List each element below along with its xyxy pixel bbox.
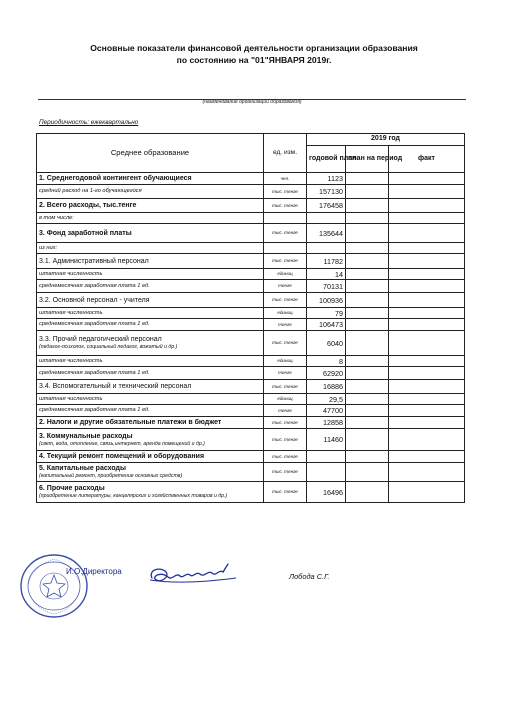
row-fact-value (389, 224, 465, 243)
row-annual-plan-value: 106473 (307, 319, 346, 331)
organization-caption: (наименование организации образования) (202, 99, 302, 105)
row-label (37, 405, 264, 417)
round-seal-stamp (19, 553, 89, 619)
row-period-plan-value (346, 254, 389, 269)
row-unit: тыс. тенге (264, 429, 307, 451)
row-label (37, 243, 264, 254)
row-annual-plan-value (307, 213, 346, 224)
row-annual-plan-value: 8 (307, 356, 346, 367)
row-period-plan-value (346, 199, 389, 213)
row-annual-plan-value: 1123 (307, 173, 346, 185)
row-period-plan-value (346, 269, 389, 280)
row-label-text: среднемесячная заработная плата 1 ед. (39, 369, 150, 376)
row-unit: чел. (264, 173, 307, 185)
row-label-note: (свет, вода, отопление, связь,интернет, аренда помещений и др.) (39, 440, 205, 447)
row-label (37, 331, 264, 356)
signer-name: Лобода С.Г. (289, 572, 330, 581)
handwritten-signature (146, 560, 256, 590)
header-plan-period: план на период (346, 146, 389, 173)
row-label (37, 463, 264, 482)
row-label-text: среднемесячная заработная плата 1 ед. (39, 407, 150, 413)
row-unit: тенге (264, 405, 307, 417)
row-period-plan-value (346, 417, 389, 429)
row-label-text: из них: (39, 244, 58, 251)
title-line-1: Основные показатели финансовой деятельности организации образования (90, 43, 418, 53)
row-label (37, 451, 264, 463)
row-annual-plan-value (307, 451, 346, 463)
row-annual-plan-value: 6040 (307, 331, 346, 356)
row-period-plan-value (346, 293, 389, 308)
row-period-plan-value (346, 394, 389, 405)
table-row (37, 380, 465, 394)
table-row (37, 331, 465, 356)
row-unit (264, 243, 307, 254)
row-label-note: (приобретение литературы, канцелярских и хозяйственных товаров и др.) (39, 493, 228, 499)
table-row (37, 269, 465, 280)
row-period-plan-value (346, 224, 389, 243)
header-unit: ед. изм. (264, 134, 307, 173)
row-annual-plan-value: 16886 (307, 380, 346, 394)
table-row (37, 213, 465, 224)
row-fact-value (389, 356, 465, 367)
row-annual-plan-value: 47700 (307, 405, 346, 417)
table-row (37, 185, 465, 199)
row-fact-value (389, 367, 465, 380)
row-unit: единиц (264, 394, 307, 405)
table-row (37, 451, 465, 463)
table-row (37, 429, 465, 451)
table-row (37, 280, 465, 293)
row-unit: единиц (264, 308, 307, 319)
document-title (0, 42, 508, 66)
row-label-text: 5. Капитальные расходы (39, 465, 126, 472)
row-unit: тыс. тенге (264, 331, 307, 356)
periodicity-label: Периодичность: ежеквартально (39, 119, 139, 126)
row-unit: тыс. тенге (264, 482, 307, 503)
table-row (37, 293, 465, 308)
row-annual-plan-value: 100936 (307, 293, 346, 308)
row-unit: тыс. тенге (264, 185, 307, 199)
row-fact-value (389, 331, 465, 356)
row-annual-plan-value: 176458 (307, 199, 346, 213)
row-label (37, 429, 264, 451)
table-row (37, 405, 465, 417)
row-unit: тенге (264, 280, 307, 293)
table-row (37, 308, 465, 319)
row-period-plan-value (346, 308, 389, 319)
row-period-plan-value (346, 280, 389, 293)
row-label (37, 224, 264, 243)
row-label (37, 280, 264, 293)
row-period-plan-value (346, 451, 389, 463)
row-fact-value (389, 280, 465, 293)
row-fact-value (389, 380, 465, 394)
header-year: 2019 год (307, 134, 465, 146)
row-fact-value (389, 213, 465, 224)
row-label-text: среднемесячная заработная плата 1 ед. (39, 282, 150, 289)
header-fact: факт (389, 146, 465, 173)
row-unit: тыс. тенге (264, 224, 307, 243)
table-row (37, 254, 465, 269)
row-period-plan-value (346, 331, 389, 356)
row-unit: тыс. тенге (264, 417, 307, 429)
signer-role: И.О.Директора (66, 567, 122, 576)
row-label-note: (капитальный ремонт, приобретение основных средств) (39, 473, 183, 479)
table-row (37, 199, 465, 213)
row-label-text: 1. Среднегодовой контингент обучающиеся (39, 175, 192, 182)
row-fact-value (389, 243, 465, 254)
row-label-text: 3.2. Основной персонал - учителя (39, 296, 150, 304)
row-unit: тыс. тенге (264, 293, 307, 308)
row-label (37, 394, 264, 405)
table-row (37, 356, 465, 367)
row-unit: тыс. тенге (264, 451, 307, 463)
row-unit: тыс. тенге (264, 199, 307, 213)
row-period-plan-value (346, 319, 389, 331)
table-row (37, 463, 465, 482)
row-label-text: 2. Всего расходы, тыс.тенге (39, 202, 137, 209)
row-fact-value (389, 394, 465, 405)
row-period-plan-value (346, 405, 389, 417)
row-label (37, 482, 264, 503)
row-annual-plan-value: 11460 (307, 429, 346, 451)
row-label-text: 2. Налоги и другие обязательные платежи в бюджет (39, 419, 222, 426)
row-label-text: среднемесячная заработная плата 1 ед. (39, 321, 150, 327)
row-label-text: 3. Фонд заработной платы (39, 229, 132, 237)
row-label-text: 6. Прочие расходы (39, 485, 105, 492)
row-label-text: 4. Текущий ремонт помещений и оборудования (39, 453, 205, 460)
row-unit: единиц (264, 356, 307, 367)
row-period-plan-value (346, 213, 389, 224)
row-label (37, 213, 264, 224)
row-annual-plan-value: 79 (307, 308, 346, 319)
table-row (37, 319, 465, 331)
header-plan-year: годовой план (307, 146, 346, 173)
table-row (37, 173, 465, 185)
row-label (37, 356, 264, 367)
row-fact-value (389, 319, 465, 331)
row-label-text: средний расход на 1-го обучающегося (39, 188, 142, 194)
row-unit: тыс. тенге (264, 254, 307, 269)
row-fact-value (389, 254, 465, 269)
table-header-row (37, 134, 465, 146)
row-label (37, 380, 264, 394)
row-fact-value (389, 451, 465, 463)
row-label-text: 3.3. Прочий педагогический персонал (39, 336, 162, 343)
row-period-plan-value (346, 429, 389, 451)
row-label-text: 3. Коммунальные расходы (39, 432, 133, 440)
row-period-plan-value (346, 243, 389, 254)
financial-indicators-table (36, 133, 465, 503)
row-fact-value (389, 429, 465, 451)
row-annual-plan-value: 135644 (307, 224, 346, 243)
row-unit: тыс. тенге (264, 380, 307, 394)
row-label (37, 199, 264, 213)
row-label-text: штатная численность (39, 357, 103, 364)
row-annual-plan-value: 12858 (307, 417, 346, 429)
table-row (37, 224, 465, 243)
title-line-2: по состоянию на "01"ЯНВАРЯ 2019г. (176, 55, 332, 65)
row-annual-plan-value (307, 243, 346, 254)
table-row (37, 394, 465, 405)
row-unit: тенге (264, 367, 307, 380)
row-fact-value (389, 405, 465, 417)
table-row (37, 482, 465, 503)
row-annual-plan-value: 29,5 (307, 394, 346, 405)
row-label (37, 293, 264, 308)
row-period-plan-value (346, 173, 389, 185)
row-fact-value (389, 199, 465, 213)
row-label (37, 269, 264, 280)
row-label (37, 367, 264, 380)
row-period-plan-value (346, 367, 389, 380)
row-fact-value (389, 417, 465, 429)
row-label-text: 3.1. Административный персонал (39, 257, 149, 265)
row-unit: тыс. тенге (264, 463, 307, 482)
row-label-text: штатная численность (39, 395, 103, 402)
table-row (37, 243, 465, 254)
row-label-text: штатная численность (39, 309, 103, 316)
header-name: Среднее образование (37, 134, 264, 173)
row-annual-plan-value: 62920 (307, 367, 346, 380)
row-label (37, 254, 264, 269)
row-label (37, 185, 264, 199)
table-row (37, 367, 465, 380)
row-unit (264, 213, 307, 224)
row-period-plan-value (346, 380, 389, 394)
row-fact-value (389, 482, 465, 503)
row-fact-value (389, 173, 465, 185)
row-annual-plan-value: 16496 (307, 482, 346, 503)
row-annual-plan-value: 70131 (307, 280, 346, 293)
row-label (37, 173, 264, 185)
row-fact-value (389, 269, 465, 280)
row-period-plan-value (346, 463, 389, 482)
row-unit: единиц (264, 269, 307, 280)
row-fact-value (389, 308, 465, 319)
row-annual-plan-value: 157130 (307, 185, 346, 199)
row-label-text: в том числе: (39, 214, 74, 221)
row-label (37, 308, 264, 319)
row-annual-plan-value: 14 (307, 269, 346, 280)
row-annual-plan-value: 11782 (307, 254, 346, 269)
row-fact-value (389, 185, 465, 199)
row-period-plan-value (346, 185, 389, 199)
row-label (37, 417, 264, 429)
row-label (37, 319, 264, 331)
row-fact-value (389, 293, 465, 308)
table-row (37, 417, 465, 429)
row-fact-value (389, 463, 465, 482)
row-annual-plan-value (307, 463, 346, 482)
row-period-plan-value (346, 482, 389, 503)
row-label-text: штатная численность (39, 270, 103, 277)
row-label-text: 3.4. Вспомогательный и технический персонал (39, 383, 192, 390)
row-period-plan-value (346, 356, 389, 367)
row-label-note: (педагог-психолог, социальный педагог, вожатый и др.) (39, 344, 178, 350)
row-unit: тенге (264, 319, 307, 331)
